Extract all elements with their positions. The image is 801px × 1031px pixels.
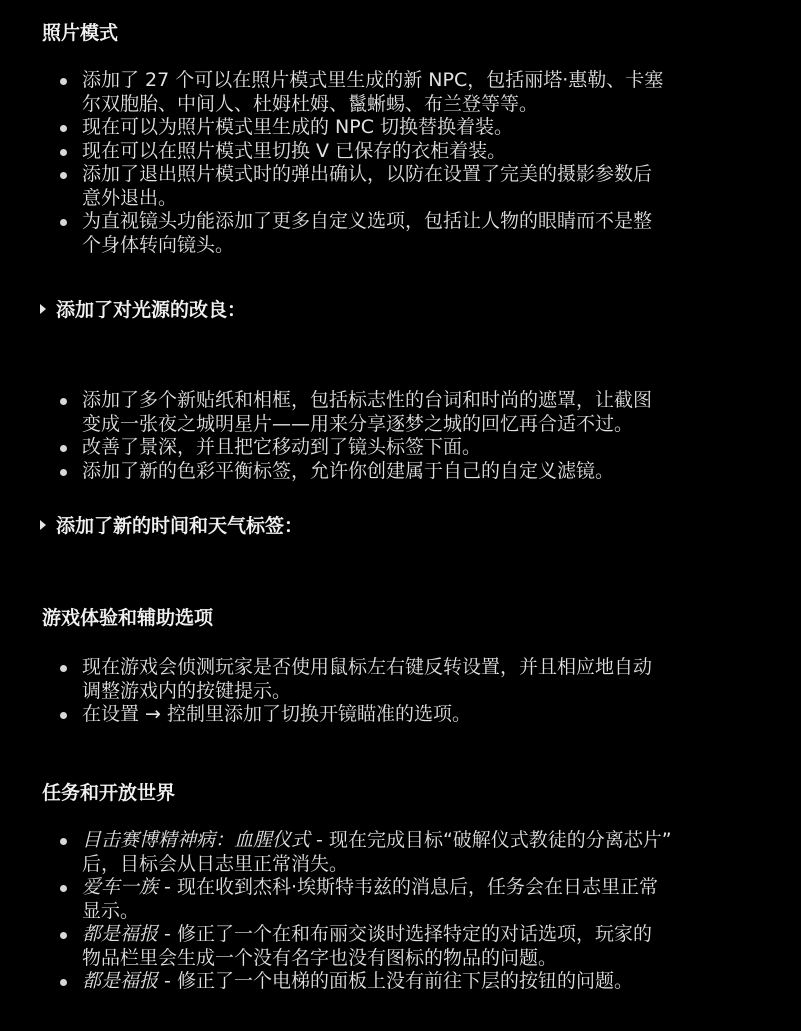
list-item: 现在可以在照片模式里切换 V 已保存的衣柜着装。 [60, 140, 760, 164]
quest-name: 都是福报 [82, 923, 159, 945]
quests-list [60, 829, 760, 994]
toggle-light-source[interactable] [40, 297, 246, 323]
list-item: 目击赛博精神病：血腥仪式 - 现在完成目标“破解仪式教徒的分离芯片” 后，目标会从日志里正常消失。 [60, 829, 760, 876]
toggle-label: 添加了对光源的改良： [56, 299, 247, 321]
list-item: 都是福报 - 修正了一个在和布丽交谈时选择特定的对话选项，玩家的 物品栏里会生成一个没有名字也没有图标的物品的问题。 [60, 923, 760, 970]
caret-right-icon [40, 520, 46, 530]
gameplay-list [60, 656, 760, 727]
list-item: 改善了景深，并且把它移动到了镜头标签下面。 [60, 436, 760, 460]
list-item: 都是福报 - 修正了一个电梯的面板上没有前往下层的按钮的问题。 [60, 970, 760, 994]
section-title-photo-mode: 照片模式 [42, 22, 119, 44]
list-item: 为直视镜头功能添加了更多自定义选项，包括让人物的眼睛而不是整 个身体转向镜头。 [60, 210, 760, 257]
section-title-quests: 任务和开放世界 [42, 782, 176, 804]
list-item: 爱车一族 - 现在收到杰科·埃斯特韦兹的消息后，任务会在日志里正常 显示。 [60, 876, 760, 923]
list-item: 添加了退出照片模式时的弹出确认，以防在设置了完美的摄影参数后 意外退出。 [60, 163, 760, 210]
quest-name: 都是福报 [82, 970, 159, 992]
stickers-list [60, 389, 760, 483]
photo-mode-list [60, 69, 760, 257]
list-item: 在设置 → 控制里添加了切换开镜瞄准的选项。 [60, 703, 760, 727]
list-item: 现在游戏会侦测玩家是否使用鼠标左右键反转设置，并且相应地自动 调整游戏内的按键提示。 [60, 656, 760, 703]
toggle-time-weather[interactable] [40, 513, 303, 539]
quest-name: 爱车一族 [82, 876, 159, 898]
toggle-label: 添加了新的时间和天气标签： [56, 515, 304, 537]
quest-name: 目击赛博精神病：血腥仪式 [82, 829, 311, 851]
list-item: 添加了 27 个可以在照片模式里生成的新 NPC，包括丽塔·惠勒、卡塞 尔双胞胎、中间人、杜姆杜姆、鬣蜥蜴、布兰登等等。 [60, 69, 760, 116]
list-item: 添加了新的色彩平衡标签，允许你创建属于自己的自定义滤镜。 [60, 460, 760, 484]
section-title-gameplay: 游戏体验和辅助选项 [42, 607, 214, 629]
caret-right-icon [40, 304, 46, 314]
list-item: 现在可以为照片模式里生成的 NPC 切换替换着装。 [60, 116, 760, 140]
list-item: 添加了多个新贴纸和相框，包括标志性的台词和时尚的遮罩，让截图 变成一张夜之城明星片——用来分享逐梦之城的回忆再合适不过。 [60, 389, 760, 436]
